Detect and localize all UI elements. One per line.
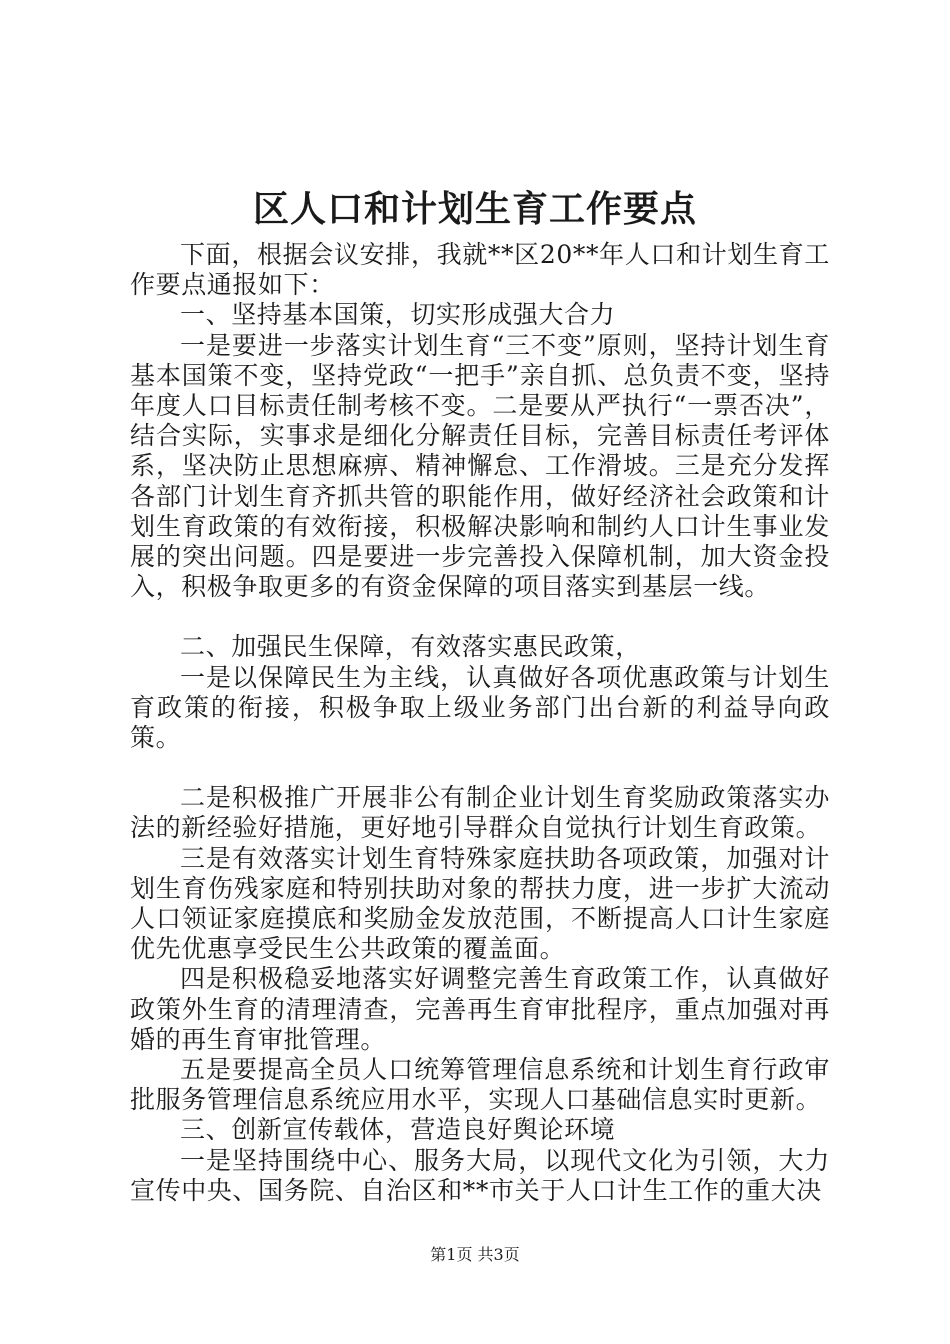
paragraph-section-2-item-2: 二是积极推广开展非公有制企业计划生育奖励政策落实办法的新经验好措施，更好地引导群众自觉执行计划生育政策。 [130,783,830,843]
paragraph-intro: 下面，根据会议安排，我就**区20**年人口和计划生育工作要点通报如下： [130,240,830,300]
paragraph-section-2-item-5: 五是要提高全员人口统筹管理信息系统和计划生育行政审批服务管理信息系统应用水平，实现人口基础信息实时更新。 [130,1055,830,1115]
document-title: 区人口和计划生育工作要点 [252,188,697,230]
paragraph-section-2-item-3: 三是有效落实计划生育特殊家庭扶助各项政策，加强对计划生育伤残家庭和特别扶助对象的帮扶力度，进一步扩大流动人口领证家庭摸底和奖励金发放范围，不断提高人口计生家庭优先优惠享受民生公共政策的覆盖面。 [130,843,830,964]
paragraph-gap [130,602,830,632]
page-footer: 第1页 共3页 [430,1245,520,1264]
section-heading-3: 三、创新宣传载体，营造良好舆论环境 [180,1115,616,1145]
section-heading-2: 二、加强民生保障，有效落实惠民政策， [180,632,641,662]
section-heading-1: 一、坚持基本国策，切实形成强大合力 [180,300,616,330]
paragraph-section-1: 一是要进一步落实计划生育“三不变”原则，坚持计划生育基本国策不变，坚持党政“一把手”亲自抓、总负责不变，坚持年度人口目标责任制考核不变。二是要从严执行“一票否决”，结合实际，实事求是细化分解责任目标，完善目标责任考评体系，坚决防止思想麻痹、精神懈怠、工作滑坡。三是充分发挥各部门计划生育齐抓共管的职能作用，做好经济社会政策和计划生育政策的有效衔接，积极解决影响和制约人口计生事业发展的突出问题。四是要进一步完善投入保障机制，加大资金投入，积极争取更多的有资金保障的项目落实到基层一线。 [130,330,830,602]
paragraph-section-2-item-1: 一是以保障民生为主线，认真做好各项优惠政策与计划生育政策的衔接，积极争取上级业务部门出台新的利益导向政策。 [130,662,830,753]
paragraph-gap [130,753,830,783]
paragraph-section-3-item-1: 一是坚持围绕中心、服务大局，以现代文化为引领，大力宣传中央、国务院、自治区和**市关于人口计生工作的重大决 [130,1145,830,1205]
document-body [130,240,830,1206]
paragraph-section-2-item-4: 四是积极稳妥地落实好调整完善生育政策工作，认真做好政策外生育的清理清查，完善再生育审批程序，重点加强对再婚的再生育审批管理。 [130,964,830,1054]
